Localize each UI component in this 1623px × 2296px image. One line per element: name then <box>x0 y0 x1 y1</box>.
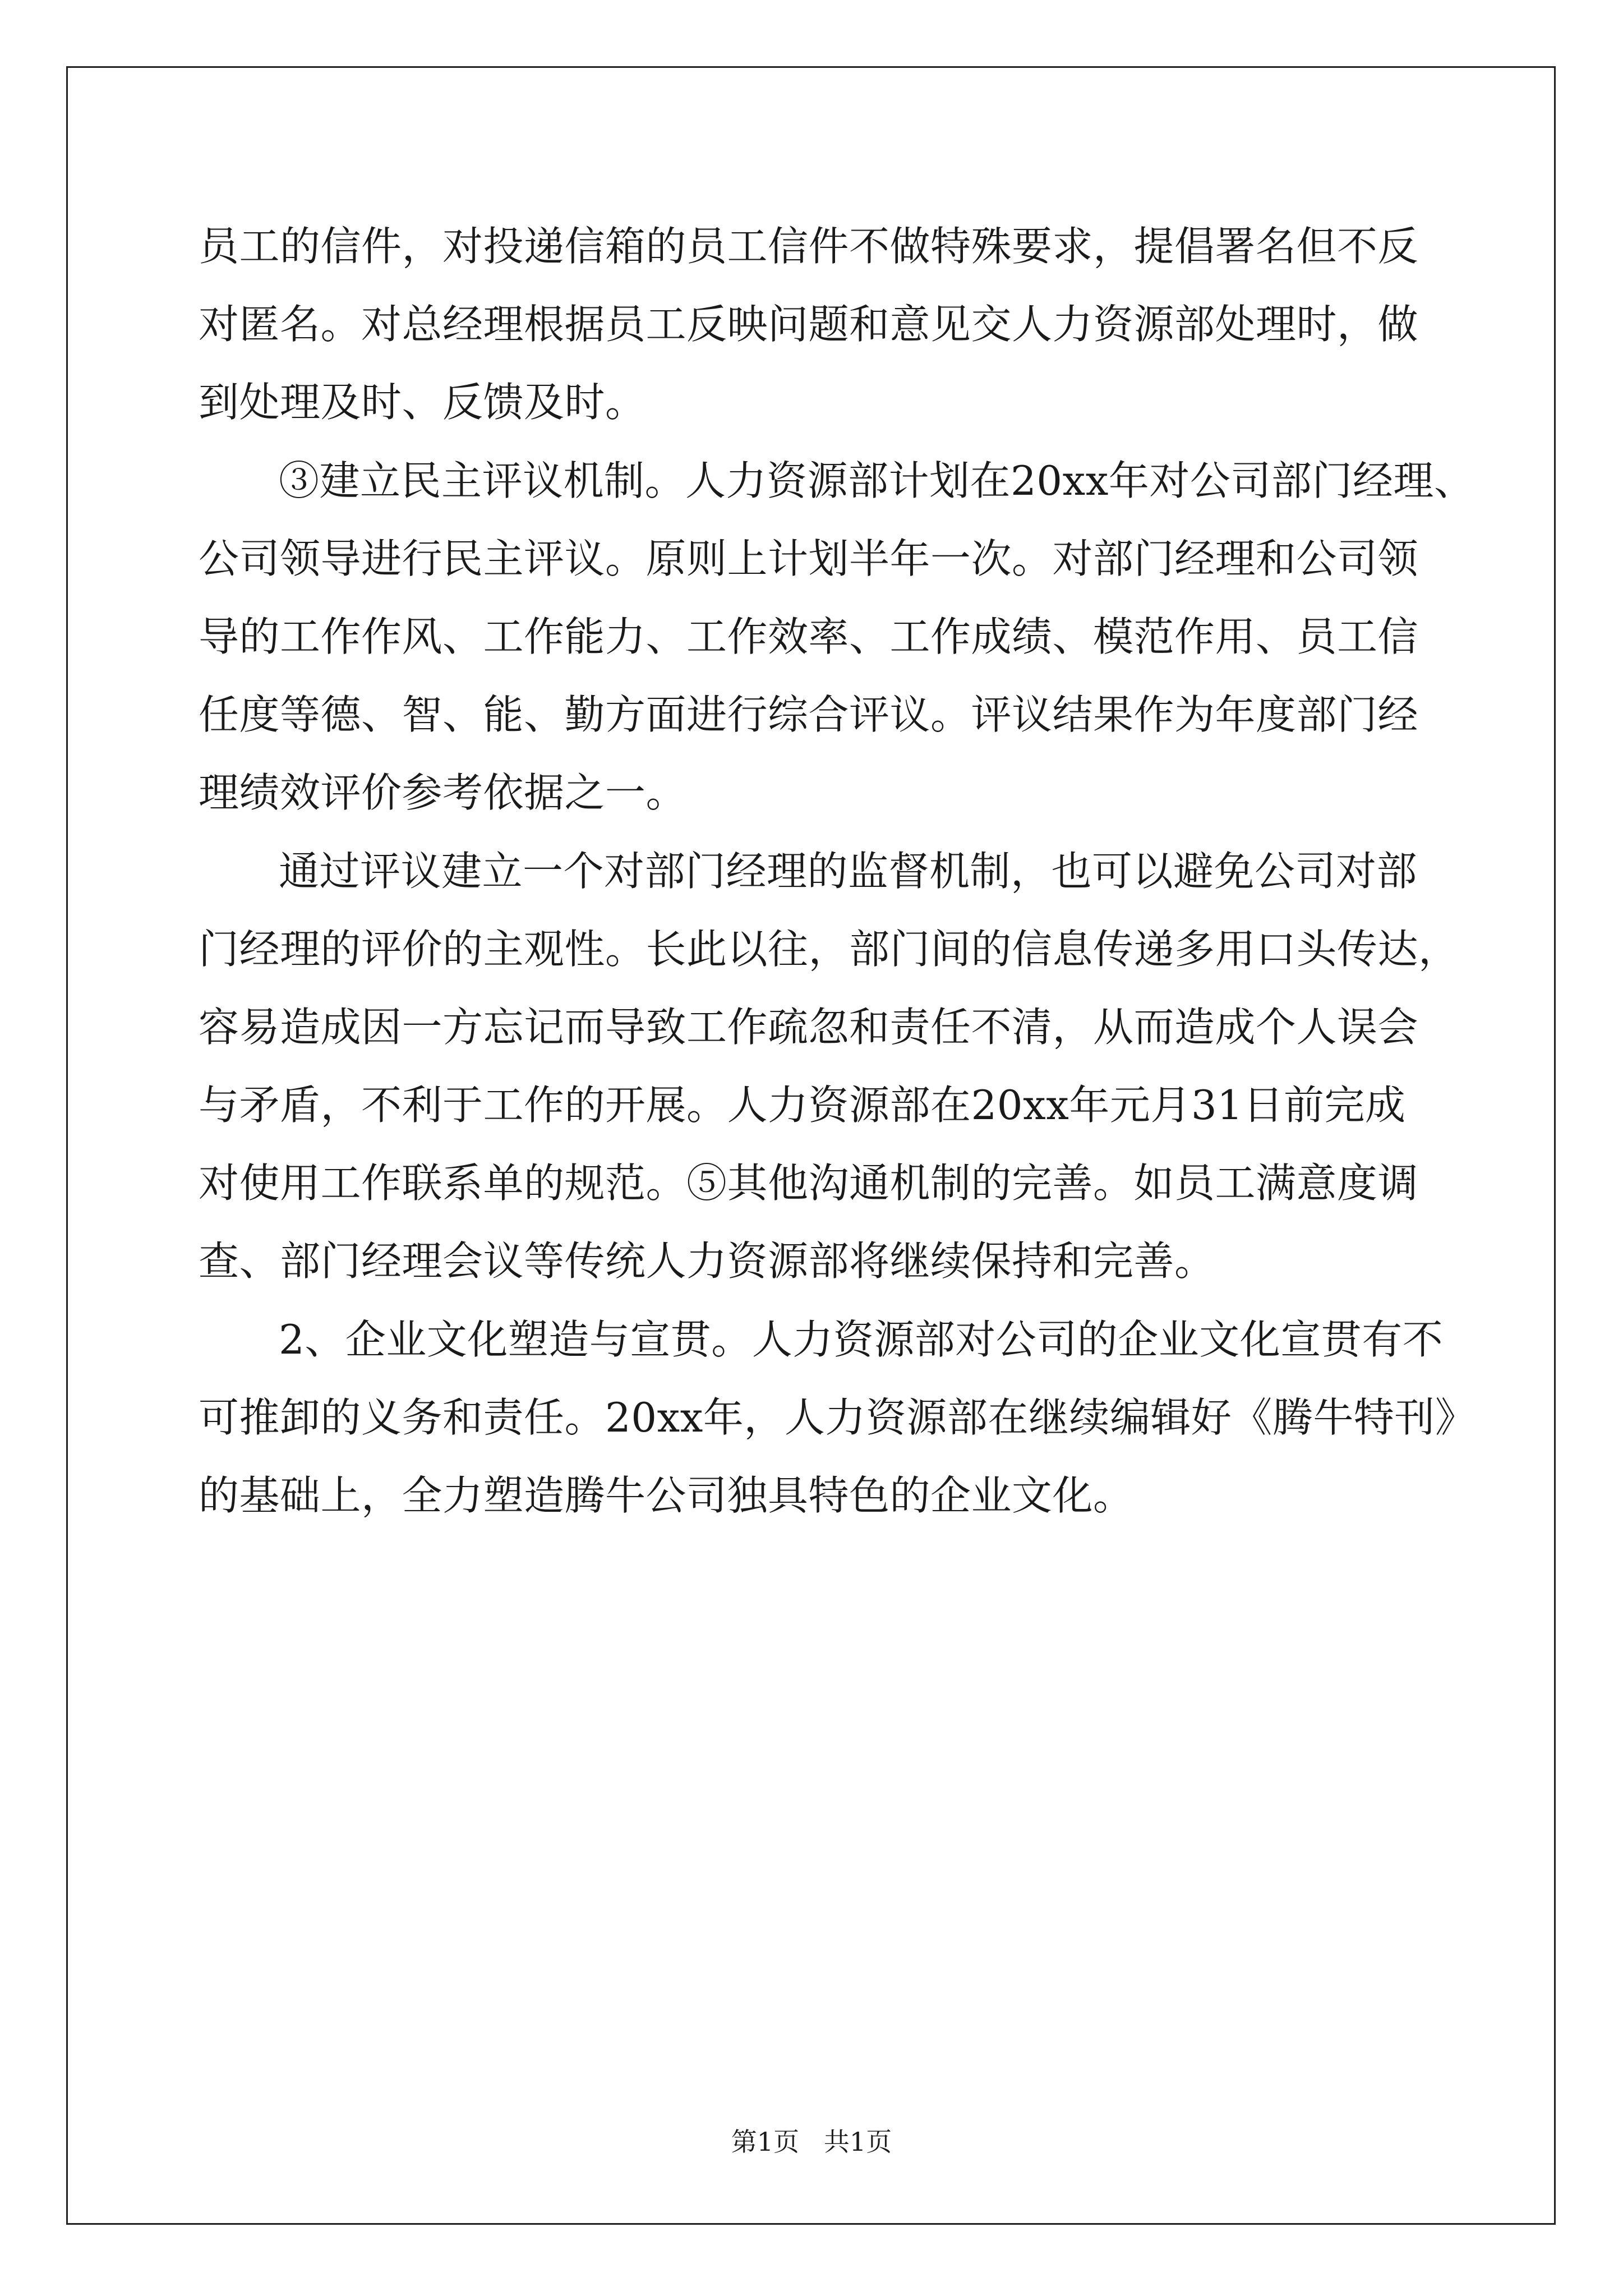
text-line: 2、企业文化塑造与宣贯。人力资源部对公司的企业文化宣贯有不 <box>279 1315 1444 1363</box>
text-line: 导的工作作风、工作能力、工作效率、工作成绩、模范作用、员工信 <box>199 613 1419 660</box>
text-line: 理绩效评价参考依据之一。 <box>199 769 687 817</box>
page-number-footer: 第1页 共1页 <box>731 2127 892 2157</box>
document-body <box>199 208 1476 1535</box>
text-line: 任度等德、智、能、勤方面进行综合评议。评议结果作为年度部门经 <box>199 691 1419 739</box>
text-line: 查、部门经理会议等传统人力资源部将继续保持和完善。 <box>199 1237 1215 1285</box>
text-line: 对匿名。对总经理根据员工反映问题和意见交人力资源部处理时，做 <box>199 301 1419 348</box>
text-line: ③建立民主评议机制。人力资源部计划在20xx年对公司部门经理、 <box>279 457 1475 504</box>
text-line: 到处理及时、反馈及时。 <box>199 379 646 426</box>
text-line: 可推卸的义务和责任。20xx年，人力资源部在继续编辑好《腾牛特刊》 <box>199 1393 1476 1441</box>
text-line: 容易造成因一方忘记而导致工作疏忽和责任不清，从而造成个人误会 <box>199 1003 1419 1051</box>
text-line: 对使用工作联系单的规范。⑤其他沟通机制的完善。如员工满意度调 <box>199 1159 1419 1207</box>
text-line: 员工的信件，对投递信箱的员工信件不做特殊要求，提倡署名但不反 <box>199 223 1419 270</box>
text-line: 通过评议建立一个对部门经理的监督机制，也可以避免公司对部 <box>279 847 1418 895</box>
text-line: 的基础上，全力塑造腾牛公司独具特色的企业文化。 <box>199 1472 1134 1519</box>
text-line: 公司领导进行民主评议。原则上计划半年一次。对部门经理和公司领 <box>199 535 1419 582</box>
text-line: 门经理的评价的主观性。长此以往，部门间的信息传递多用口头传达， <box>199 925 1459 973</box>
text-line: 与矛盾，不利于工作的开展。人力资源部在20xx年元月31日前完成 <box>199 1082 1406 1129</box>
